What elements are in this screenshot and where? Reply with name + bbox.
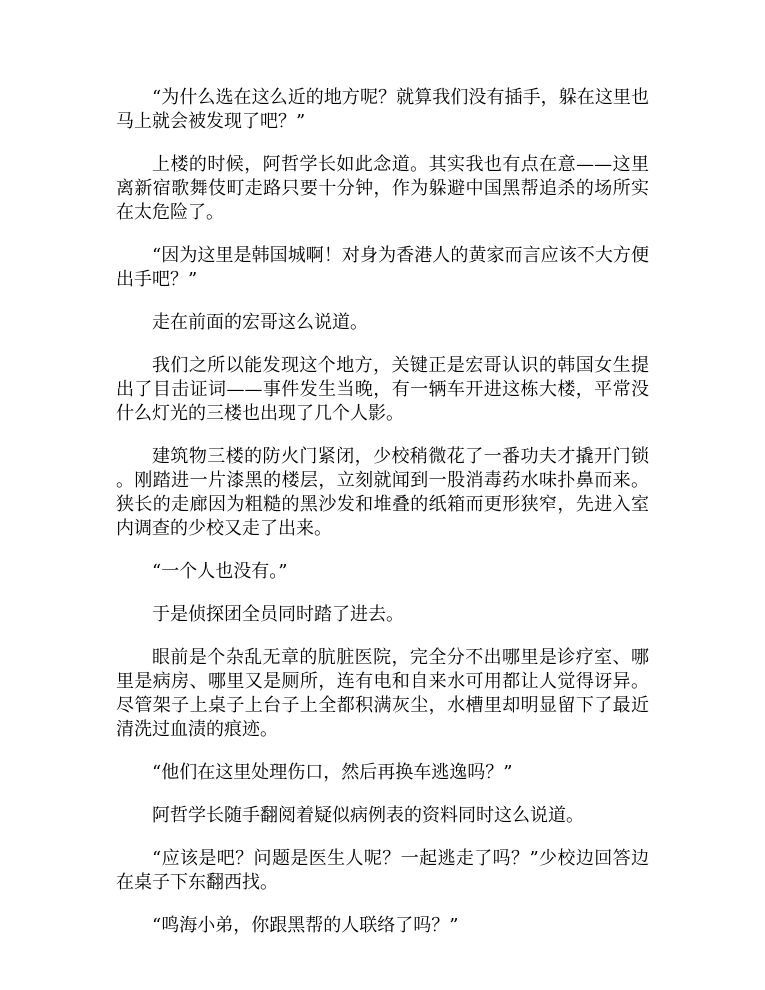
paragraph: 走在前面的宏哥这么说道。 bbox=[152, 312, 368, 333]
paragraph: “一个人也没有。” bbox=[152, 561, 288, 582]
paragraph: “应该是吧？问题是医生人呢？一起逃走了吗？”少校边回答边在桌子下东翻西找。 bbox=[116, 848, 649, 893]
paragraph: 眼前是个杂乱无章的肮脏医院，完全分不出哪里是诊疗室、哪里是病房、哪里又是厕所，连有电和自来水可用都让人觉得讶异。尽管架子上桌子上台子上全都积满灰尘，水槽里却明显留下了最近清洗过血渍的痕迹。 bbox=[116, 647, 649, 740]
paragraph: “为什么选在这么近的地方呢？就算我们没有插手，躲在这里也马上就会被发现了吧？” bbox=[116, 87, 649, 132]
paragraph: “因为这里是韩国城啊！对身为香港人的黄家而言应该不大方便出手吧？” bbox=[116, 245, 649, 290]
paragraph: 建筑物三楼的防火门紧闭，少校稍微花了一番功夫才撬开门锁。刚踏进一片漆黑的楼层，立刻就闻到一股消毒药水味扑鼻而来。狭长的走廊因为粗糙的黑沙发和堆叠的纸箱而更形狭窄，先进入室内调查的少校又走了出来。 bbox=[116, 446, 649, 539]
paragraph: “他们在这里处理伤口，然后再换车逃逸吗？” bbox=[152, 762, 513, 783]
paragraph: 上楼的时候，阿哲学长如此念道。其实我也有点在意——这里离新宿歌舞伎町走路只要十分钟，作为躲避中国黑帮追杀的场所实在太危险了。 bbox=[116, 154, 649, 223]
paragraph: “鸣海小弟，你跟黑帮的人联络了吗？” bbox=[152, 915, 459, 936]
paragraph: 阿哲学长随手翻阅着疑似病例表的资料同时这么说道。 bbox=[152, 805, 584, 826]
paragraph: 于是侦探团全员同时踏了进去。 bbox=[152, 604, 404, 625]
paragraph: 我们之所以能发现这个地方，关键正是宏哥认识的韩国女生提出了目击证词——事件发生当晚，有一辆车开进这栋大楼，平常没什么灯光的三楼也出现了几个人影。 bbox=[116, 355, 649, 424]
